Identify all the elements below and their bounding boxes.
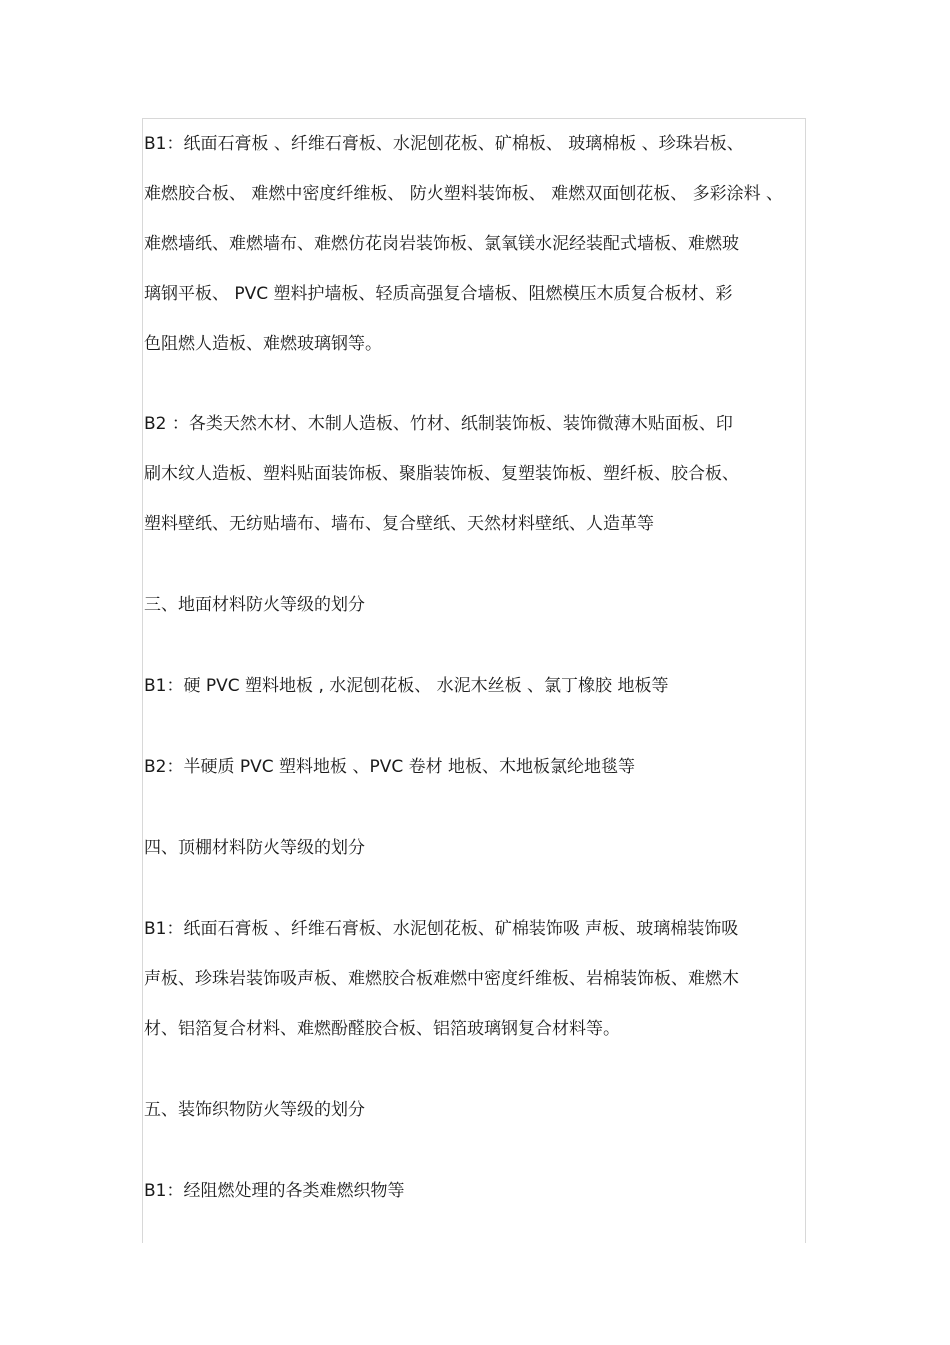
- floor-b2-line: B2：半硬质 PVC 塑料地板 、PVC 卷材 地板、木地板氯纶地毯等: [144, 757, 635, 777]
- section-heading-floor: 三、地面材料防火等级的划分: [144, 595, 365, 615]
- section-heading-fabric: 五、装饰织物防火等级的划分: [144, 1100, 365, 1120]
- ceiling-b1-line-3: 材、铝箔复合材料、难燃酚醛胶合板、铝箔玻璃钢复合材料等。: [144, 1019, 620, 1039]
- section-heading-ceiling: 四、顶棚材料防火等级的划分: [144, 838, 365, 858]
- wall-b1-line-3: 难燃墙纸、难燃墙布、难燃仿花岗岩装饰板、氯氧镁水泥经装配式墙板、难燃玻: [144, 234, 739, 254]
- wall-b2-line-1: B2 ：各类天然木材、木制人造板、竹材、纸制装饰板、装饰微薄木贴面板、印: [144, 414, 733, 434]
- fabric-b1-line: B1：经阻燃处理的各类难燃织物等: [144, 1181, 405, 1201]
- wall-b1-line-5: 色阻燃人造板、难燃玻璃钢等。: [144, 334, 382, 354]
- wall-b1-line-1: B1：纸面石膏板 、纤维石膏板、水泥刨花板、矿棉板、 玻璃棉板 、珍珠岩板、: [144, 134, 744, 154]
- floor-b1-line: B1：硬 PVC 塑料地板 , 水泥刨花板、 水泥木丝板 、氯丁橡胶 地板等: [144, 676, 669, 696]
- wall-b2-line-2: 刷木纹人造板、塑料贴面装饰板、聚脂装饰板、复塑装饰板、塑纤板、胶合板、: [144, 464, 739, 484]
- wall-b2-line-3: 塑料壁纸、无纺贴墙布、墙布、复合壁纸、天然材料壁纸、人造革等: [144, 514, 654, 534]
- wall-b1-line-4: 璃钢平板、 PVC 塑料护墙板、轻质高强复合墙板、阻燃模压木质复合板材、彩: [144, 284, 733, 304]
- ceiling-b1-line-2: 声板、珍珠岩装饰吸声板、难燃胶合板难燃中密度纤维板、岩棉装饰板、难燃木: [144, 969, 739, 989]
- wall-b1-line-2: 难燃胶合板、 难燃中密度纤维板、 防火塑料装饰板、 难燃双面刨花板、 多彩涂料 、: [144, 184, 784, 204]
- ceiling-b1-line-1: B1：纸面石膏板 、纤维石膏板、水泥刨花板、矿棉装饰吸 声板、玻璃棉装饰吸: [144, 919, 739, 939]
